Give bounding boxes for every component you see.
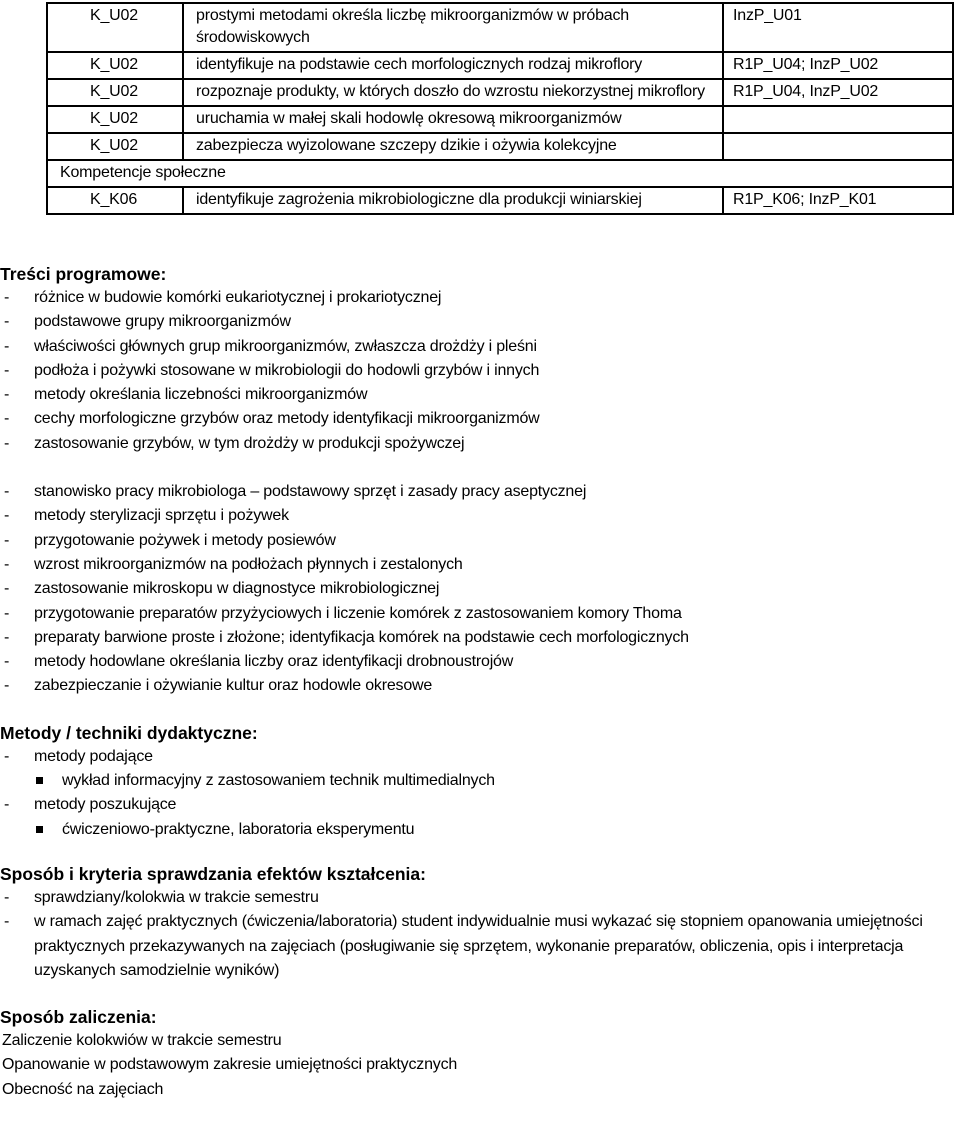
list-item: - zastosowanie mikroskopu w diagnostyce mikrobiologicznej: [0, 577, 960, 601]
program-list-a: [0, 286, 960, 456]
list-item: - różnice w budowie komórki eukariotycznej i prokariotycznej: [0, 286, 960, 310]
outcome-code: K_U02: [47, 106, 183, 133]
outcome-reference: R1P_U04, InzP_U02: [723, 79, 953, 106]
program-list-b: [0, 480, 960, 699]
outcome-description: rozpoznaje produkty, w których doszło do wzrostu niekorzystnej mikroflory: [183, 79, 723, 106]
list-item: wykład informacyjny z zastosowaniem technik multimedialnych: [0, 769, 960, 793]
methods-list-2: [0, 793, 960, 817]
list-item: ćwiczeniowo-praktyczne, laboratoria eksperymentu: [0, 818, 960, 842]
syllabus-content: [0, 262, 960, 1102]
outcome-code: K_U02: [47, 133, 183, 160]
methods-sublist-1: [0, 769, 960, 793]
table-row: [47, 3, 953, 52]
methods-list: [0, 745, 960, 769]
outcome-reference: R1P_K06; InzP_K01: [723, 187, 953, 214]
credit-line: Obecność na zajęciach: [2, 1080, 164, 1098]
assessment-heading: Sposób i kryteria sprawdzania efektów kształcenia:: [0, 863, 426, 884]
program-heading: Treści programowe:: [0, 264, 167, 284]
credit-heading: Sposób zaliczenia:: [0, 1007, 157, 1028]
list-item: - przygotowanie pożywek i metody posiewów: [0, 529, 960, 553]
table-row: [47, 52, 953, 79]
list-item: - wzrost mikroorganizmów na podłożach płynnych i zestalonych: [0, 553, 960, 577]
table-row: [47, 133, 953, 160]
credit-line: Opanowanie w podstawowym zakresie umiejętności praktycznych: [2, 1056, 458, 1074]
list-item: - podłoża i pożywki stosowane w mikrobiologii do hodowli grzybów i innych: [0, 359, 960, 383]
list-item: - cechy morfologiczne grzybów oraz metody identyfikacji mikroorganizmów: [0, 407, 960, 431]
outcome-reference: [723, 106, 953, 133]
list-item: - metody określania liczebności mikroorganizmów: [0, 383, 960, 407]
list-item: - stanowisko pracy mikrobiologa – podstawowy sprzęt i zasady pracy aseptycznej: [0, 480, 960, 504]
table-row: [47, 79, 953, 106]
list-item: - preparaty barwione proste i złożone; identyfikacja komórek na podstawie cech morfologicznych: [0, 626, 960, 650]
outcome-code: K_U02: [47, 3, 183, 52]
section-label: Kompetencje społeczne: [47, 160, 953, 187]
table-section-row: [47, 160, 953, 187]
list-item: - podstawowe grupy mikroorganizmów: [0, 310, 960, 334]
outcome-reference: R1P_U04; InzP_U02: [723, 52, 953, 79]
list-item: - metody hodowlane określania liczby oraz identyfikacji drobnoustrojów: [0, 650, 960, 674]
outcome-code: K_U02: [47, 52, 183, 79]
list-item: - sprawdziany/kolokwia w trakcie semestru: [0, 886, 960, 910]
outcome-description: identyfikuje zagrożenia mikrobiologiczne dla produkcji winiarskiej: [183, 187, 723, 214]
outcome-description: zabezpiecza wyizolowane szczepy dzikie i ożywia kolekcyjne: [183, 133, 723, 160]
list-item: - metody podające: [0, 745, 960, 769]
list-item: - zabezpieczanie i ożywianie kultur oraz hodowle okresowe: [0, 674, 960, 698]
credit-lines: [0, 1029, 960, 1102]
outcome-reference: InzP_U01: [723, 3, 953, 52]
outcome-description: prostymi metodami określa liczbę mikroorganizmów w próbach środowiskowych: [183, 3, 723, 52]
methods-sublist-2: [0, 818, 960, 842]
learning-outcomes-table: [46, 2, 954, 215]
outcome-code: K_U02: [47, 79, 183, 106]
list-item: - przygotowanie preparatów przyżyciowych i liczenie komórek z zastosowaniem komory Thoma: [0, 602, 960, 626]
credit-line: Zaliczenie kolokwiów w trakcie semestru: [2, 1032, 282, 1050]
table-row: [47, 187, 953, 214]
list-item: - w ramach zajęć praktycznych (ćwiczenia/laboratoria) student indywidualnie musi wykazać się stopniem opanowania umiejętności praktycznych przekazywanych na zajęciach (posługiwanie się sprzętem, wykonanie preparatów, obliczenia, opis i interpretacja uzyskanych samodzielnie wyników): [0, 910, 960, 983]
methods-heading: Metody / techniki dydaktyczne:: [0, 722, 258, 743]
outcome-description: identyfikuje na podstawie cech morfologicznych rodzaj mikroflory: [183, 52, 723, 79]
table-row: [47, 106, 953, 133]
list-item: - właściwości głównych grup mikroorganizmów, zwłaszcza drożdży i pleśni: [0, 335, 960, 359]
list-item: - zastosowanie grzybów, w tym drożdży w produkcji spożywczej: [0, 432, 960, 456]
list-item: - metody sterylizacji sprzętu i pożywek: [0, 504, 960, 528]
outcome-description: uruchamia w małej skali hodowlę okresową mikroorganizmów: [183, 106, 723, 133]
outcome-reference: [723, 133, 953, 160]
list-item: - metody poszukujące: [0, 793, 960, 817]
outcome-code: K_K06: [47, 187, 183, 214]
assessment-list: [0, 886, 960, 983]
